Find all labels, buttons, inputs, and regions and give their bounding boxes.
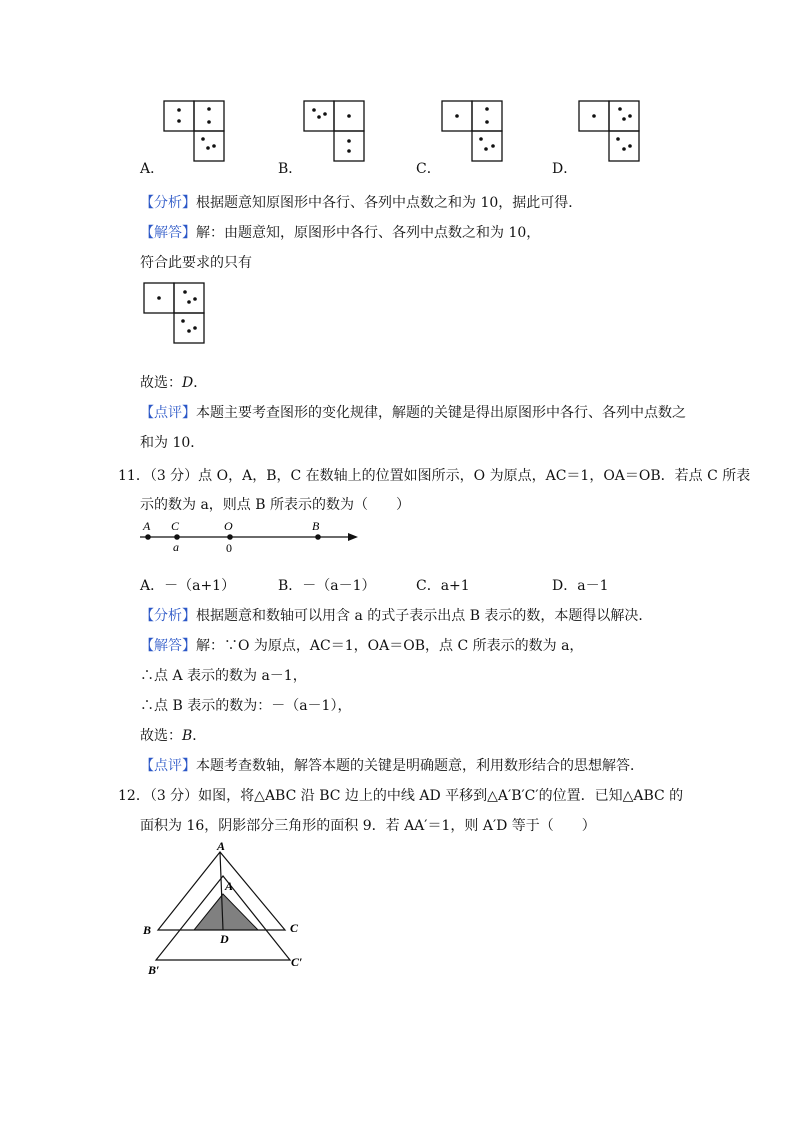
q10-option-b-label: B． <box>278 161 303 177</box>
q11-option-b: B．－（a－1） <box>278 578 376 594</box>
q11-option-a: A．－（a+1） <box>140 578 236 594</box>
q10-option-c-label: C． <box>416 161 441 177</box>
value-a-label: a <box>173 540 179 554</box>
vertex-c-prime-label: C′ <box>291 955 303 969</box>
vertex-a-label: A <box>217 839 226 853</box>
vertex-b-prime-label: B′ <box>148 963 160 977</box>
q10-option-figures <box>130 95 690 165</box>
q11-step1: ∴点 A 表示的数为 a－1， <box>140 668 307 684</box>
q10-analysis <box>140 192 582 212</box>
choice-suffix: ． <box>192 728 207 744</box>
q11-stem-line2: 示的数为 a，则点 B 所表示的数为（ ） <box>140 497 410 513</box>
choice-prefix: 故选： <box>140 375 182 391</box>
q10-choice <box>140 372 207 392</box>
point-o-label: O <box>224 519 233 533</box>
analysis-text: 根据题意知原图形中各行、各列中点数之和为 10，据此可得． <box>196 195 583 211</box>
q12-stem-line1: 12．（3 分）如图，将△ABC 沿 BC 边上的中线 AD 平移到△A′B′C′的位置．已知△ABC 的 <box>118 788 684 804</box>
q11-number-line <box>138 518 368 558</box>
choice-letter: D <box>182 375 194 391</box>
q11-option-d: D．a－1 <box>552 578 609 594</box>
value-zero-label: 0 <box>226 541 232 555</box>
q12-stem-line2: 面积为 16，阴影部分三角形的面积 9．若 AA′＝1，则 A′D 等于（ ） <box>140 818 596 834</box>
point-a-label: A <box>143 519 151 533</box>
q10-answer-figure <box>140 280 210 346</box>
q10-comment <box>140 402 686 422</box>
point-d-label: D <box>220 932 229 946</box>
q11-option-c: C．a+1 <box>416 578 470 594</box>
choice-suffix: ． <box>193 375 208 391</box>
q11-stem-line1: 11．（3 分）点 O，A，B，C 在数轴上的位置如图所示，O 为原点，AC＝1，OA＝OB．若点 C 所表 <box>118 468 751 484</box>
analysis-tag: 【分析】 <box>140 608 196 624</box>
vertex-c-label: C <box>290 921 299 935</box>
vertex-a-prime-label: A <box>225 879 234 893</box>
analysis-text: 根据题意和数轴可以用含 a 的式子表示出点 B 表示的数，本题得以解决． <box>196 608 653 624</box>
q10-comment-line2: 和为 10． <box>140 435 205 451</box>
choice-letter: B <box>182 728 193 744</box>
q10-option-a-label: A． <box>140 161 165 177</box>
comment-text: 本题考查数轴，解答本题的关键是明确题意，利用数形结合的思想解答． <box>196 758 644 774</box>
q10-option-d-label: D． <box>552 161 578 177</box>
answer-text: 解：∵O 为原点，AC＝1，OA＝OB，点 C 所表示的数为 a， <box>196 638 584 654</box>
q11-step2: ∴点 B 表示的数为：－（a－1）， <box>140 698 352 714</box>
answer-tag: 【解答】 <box>140 225 196 241</box>
comment-tag: 【点评】 <box>140 758 196 774</box>
point-b-label: B <box>312 519 320 533</box>
answer-text: 解：由题意知，原图形中各行、各列中点数之和为 10， <box>196 225 541 241</box>
q11-answer <box>140 635 583 655</box>
comment-text: 本题主要考查图形的变化规律，解题的关键是得出原图形中各行、各列中点数之 <box>196 405 686 421</box>
answer-tag: 【解答】 <box>140 638 196 654</box>
q11-choice <box>140 725 206 745</box>
q10-answer <box>140 222 540 242</box>
q11-analysis <box>140 605 652 625</box>
choice-prefix: 故选： <box>140 728 182 744</box>
q12-triangle-figure <box>140 838 320 988</box>
comment-tag: 【点评】 <box>140 405 196 421</box>
q11-comment <box>140 755 644 775</box>
analysis-tag: 【分析】 <box>140 195 196 211</box>
vertex-b-label: B <box>143 923 152 937</box>
point-c-label: C <box>171 519 180 533</box>
q10-answer-line2: 符合此要求的只有 <box>140 255 252 271</box>
